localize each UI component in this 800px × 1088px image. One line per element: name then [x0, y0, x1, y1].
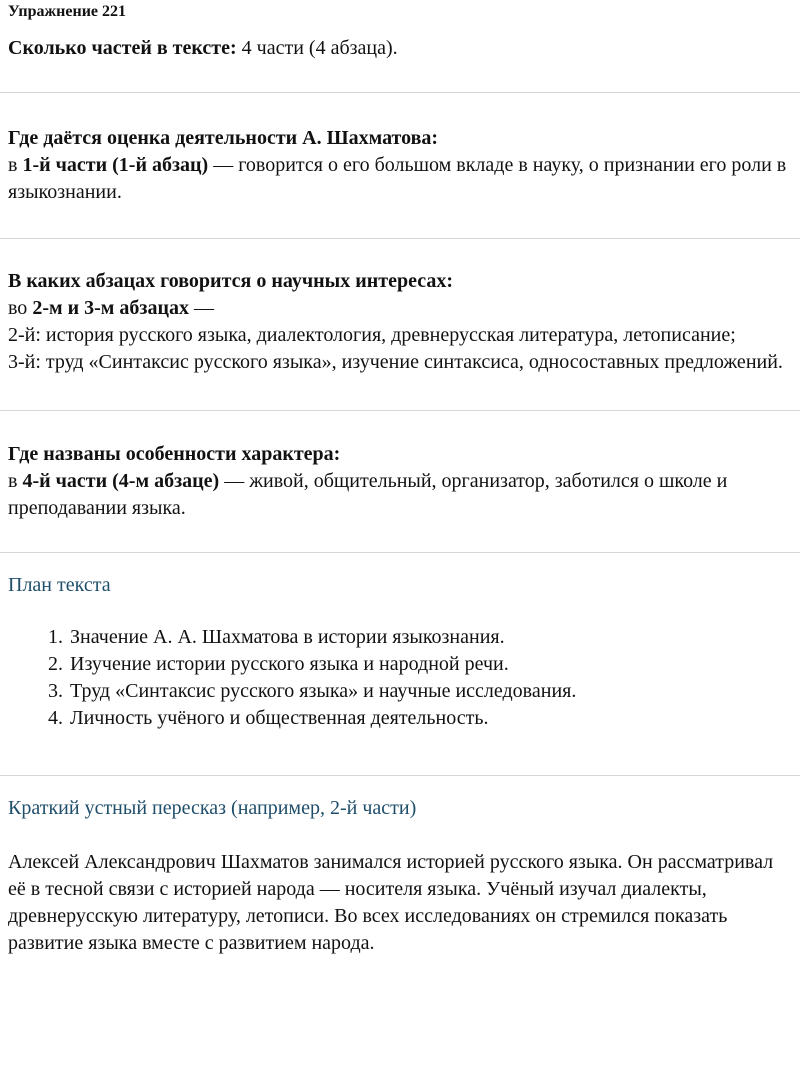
- q4-label: Где названы особенности характера:: [8, 443, 341, 465]
- q3-answer: во 2-м и 3-м абзацах —: [8, 297, 214, 319]
- q2-answer: в 1-й части (1-й абзац) — говорится о его большом вкладе в науку, о признании его роли в языкознании.: [8, 154, 787, 203]
- exercise-title: Упражнение 221: [8, 3, 127, 20]
- q3-line2: 2-й: история русского языка, диалектология, древнерусская литература, летописание;: [8, 324, 736, 346]
- plan-item: 4. Личность учёного и общественная деятельность.: [68, 705, 792, 732]
- divider: [0, 92, 800, 93]
- document: [0, 2, 800, 957]
- divider: [0, 775, 800, 776]
- divider: [0, 410, 800, 411]
- plan-item: 3. Труд «Синтаксис русского языка» и научные исследования.: [68, 678, 792, 705]
- divider: [0, 238, 800, 239]
- retell-heading: Краткий устный пересказ (например, 2-й части): [8, 797, 417, 819]
- retell-text: Алексей Александрович Шахматов занимался историей русского языка. Он рассматривал её в тесной связи с историей народа — носителя языка. Учёный изучал диалекты, древнерусскую литературу, летописи. Во всех исследованиях он стремился показать развитие языка вместе с развитием народа.: [8, 851, 774, 954]
- plan-item: 1. Значение А. А. Шахматова в истории языкознания.: [68, 624, 792, 651]
- q1: Сколько частей в тексте: 4 части (4 абзаца).: [8, 37, 398, 59]
- plan-heading: План текста: [8, 574, 111, 596]
- q3-line3: 3-й: труд «Синтаксис русского языка», изучение синтаксиса, односоставных предложений.: [8, 351, 783, 373]
- plan-list: [8, 624, 792, 732]
- q4-answer: в 4-й части (4-м абзаце) — живой, общительный, организатор, заботился о школе и преподавании языка.: [8, 470, 728, 519]
- q2-label: Где даётся оценка деятельности А. Шахматова:: [8, 127, 439, 149]
- plan-item: 2. Изучение истории русского языка и народной речи.: [68, 651, 792, 678]
- divider: [0, 552, 800, 553]
- q3-label: В каких абзацах говорится о научных интересах:: [8, 270, 454, 292]
